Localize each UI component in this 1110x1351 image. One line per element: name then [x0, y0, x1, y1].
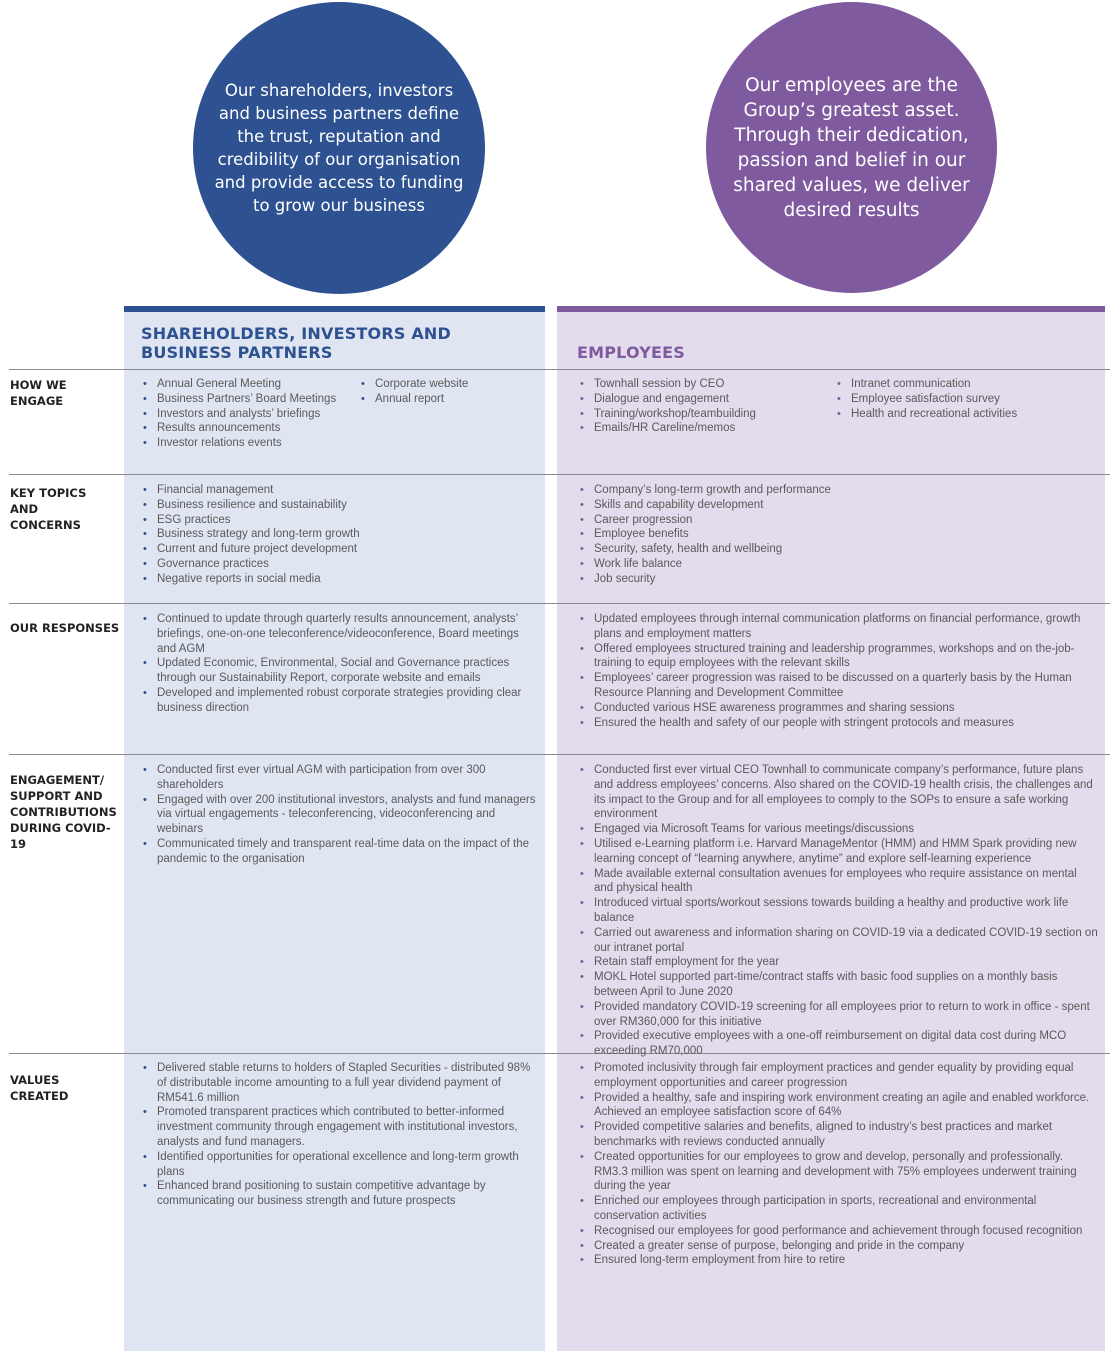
employees-header-bar: [557, 306, 1105, 312]
shareholders-values-list: [141, 1061, 536, 1209]
list-item: • Updated Economic, Environmental, Social and Governance practices through our Sustainability Report, corporate website and emails: [141, 656, 536, 686]
list-item: • Annual report: [359, 392, 539, 407]
list-item: • Townhall session by CEO: [578, 377, 828, 392]
list-item: • Company’s long-term growth and performance: [578, 483, 1093, 498]
employees-values-list: [578, 1061, 1098, 1268]
list-item: • Employees’ career progression was raised to be discussed on a quarterly basis by the Human Resource Planning and Development Committee: [578, 671, 1098, 701]
list-item: • Provided competitive salaries and benefits, aligned to industry’s best practices and market benchmarks with reviews conducted annually: [578, 1120, 1098, 1150]
list-item: • Investor relations events: [141, 436, 356, 451]
row-label-values-created: VALUES CREATED: [10, 1073, 69, 1103]
list-item: • Corporate website: [359, 377, 539, 392]
list-item: • Conducted first ever virtual AGM with participation from over 300 shareholders: [141, 763, 536, 793]
list-item: • Provided a healthy, safe and inspiring work environment creating an agile and enabled workforce. Achieved an employee satisfaction score of 64%: [578, 1091, 1098, 1121]
list-item: • Ensured long-term employment from hire to retire: [578, 1253, 1098, 1268]
list-item: • Investors and analysts’ briefings: [141, 407, 356, 422]
shareholders-covid-list: [141, 763, 536, 867]
list-item: • Business Partners’ Board Meetings: [141, 392, 356, 407]
shareholders-circle-text: Our shareholders, investors and business partners define the trust, reputation and credibility of our organisation and provide access to funding to grow our business: [214, 81, 464, 215]
list-item: • Made available external consultation avenues for employees who require assistance on mental and physical health: [578, 867, 1098, 897]
shareholders-header-bar: [124, 306, 545, 312]
list-item: • ESG practices: [141, 513, 536, 528]
list-item: • Promoted transparent practices which contributed to better-informed investment community through engagement with institutional investors, analysts and fund managers.: [141, 1105, 536, 1149]
list-item: • Conducted various HSE awareness programmes and sharing sessions: [578, 701, 1098, 716]
list-item: • Results announcements: [141, 421, 356, 436]
shareholders-column-title: SHAREHOLDERS, INVESTORS AND BUSINESS PARTNERS: [141, 324, 452, 362]
row-label-how-we-engage: HOW WE ENGAGE: [10, 378, 67, 408]
list-item: • Employee satisfaction survey: [835, 392, 1095, 407]
list-item: • Intranet communication: [835, 377, 1095, 392]
list-item: • Enriched our employees through participation in sports, recreational and environmental conservation activities: [578, 1194, 1098, 1224]
list-item: • Provided mandatory COVID-19 screening for all employees prior to return to work in office - spent over RM360,000 for this initiative: [578, 1000, 1098, 1030]
list-item: • Dialogue and engagement: [578, 392, 828, 407]
list-item: • Negative reports in social media: [141, 572, 536, 587]
list-item: • Provided executive employees with a one-off reimbursement on digital data cost during MCO exceeding RM70,000: [578, 1029, 1098, 1059]
list-item: • Current and future project development: [141, 542, 536, 557]
list-item: • Enhanced brand positioning to sustain competitive advantage by communicating our business strength and future prospects: [141, 1179, 536, 1209]
row-divider: [9, 474, 1110, 475]
list-item: • Skills and capability development: [578, 498, 1093, 513]
list-item: • Utilised e-Learning platform i.e. Harvard ManageMentor (HMM) and HMM Spark providing new learning concept of “learning anywhere, anytime” and explore self-learning experience: [578, 837, 1098, 867]
list-item: • Carried out awareness and information sharing on COVID-19 via a dedicated COVID-19 section on our intranet portal: [578, 926, 1098, 956]
employees-covid-list: [578, 763, 1098, 1059]
shareholders-circle: [193, 2, 485, 294]
shareholders-topics-list: [141, 483, 536, 587]
list-item: • Emails/HR Careline/memos: [578, 421, 828, 436]
list-item: • Employee benefits: [578, 527, 1093, 542]
list-item: • Introduced virtual sports/workout sessions towards building a healthy and productive work life balance: [578, 896, 1098, 926]
list-item: • Continued to update through quarterly results announcement, analysts’ briefings, one-on-one teleconference/videoconference, Board meetings and AGM: [141, 612, 536, 656]
list-item: • Training/workshop/teambuilding: [578, 407, 828, 422]
list-item: • MOKL Hotel supported part-time/contract staffs with basic food supplies on a monthly basis between April to June 2020: [578, 970, 1098, 1000]
shareholders-engage-list: [141, 377, 356, 451]
list-item: • Communicated timely and transparent real-time data on the impact of the pandemic to the organisation: [141, 837, 536, 867]
list-item: • Engaged via Microsoft Teams for various meetings/discussions: [578, 822, 1098, 837]
shareholders-responses-list: [141, 612, 536, 716]
list-item: • Offered employees structured training and leadership programmes, workshops and on the-job-training to equip employees with the relevant skills: [578, 642, 1098, 672]
list-item: • Business strategy and long-term growth: [141, 527, 536, 542]
list-item: • Developed and implemented robust corporate strategies providing clear business direction: [141, 686, 536, 716]
list-item: • Annual General Meeting: [141, 377, 356, 392]
list-item: • Financial management: [141, 483, 536, 498]
list-item: • Ensured the health and safety of our people with stringent protocols and measures: [578, 716, 1098, 731]
employees-engage-list-2: [835, 377, 1095, 421]
list-item: • Work life balance: [578, 557, 1093, 572]
list-item: • Created opportunities for our employees to grow and develop, personally and professionally. RM3.3 million was spent on learning and development with 75% employees underwent training during the year: [578, 1150, 1098, 1194]
row-divider: [9, 369, 1110, 370]
list-item: • Job security: [578, 572, 1093, 587]
row-label-our-responses: OUR RESPONSES: [10, 621, 120, 635]
list-item: • Identified opportunities for operational excellence and long-term growth plans: [141, 1150, 536, 1180]
list-item: • Conducted first ever virtual CEO Townhall to communicate company’s performance, future plans and address employees’ concerns. Also shared on the COVID-19 health crisis, the challenges and its impact to the Group and for all employees to comply to the SOPs to ensure a safe working environment: [578, 763, 1098, 822]
employees-responses-list: [578, 612, 1098, 730]
row-divider: [9, 603, 1110, 604]
list-item: • Updated employees through internal communication platforms on financial performance, growth plans and employment matters: [578, 612, 1098, 642]
employees-topics-list: [578, 483, 1093, 587]
list-item: • Career progression: [578, 513, 1093, 528]
list-item: • Engaged with over 200 institutional investors, analysts and fund managers via virtual engagements - teleconferencing, videoconferencing and webinars: [141, 793, 536, 837]
list-item: • Health and recreational activities: [835, 407, 1095, 422]
shareholders-engage-list-2: [359, 377, 539, 407]
list-item: • Delivered stable returns to holders of Stapled Securities - distributed 98% of distributable income amounting to a full year dividend payment of RM541.6 million: [141, 1061, 536, 1105]
list-item: • Recognised our employees for good performance and achievement through focused recognition: [578, 1224, 1098, 1239]
employees-circle: [706, 2, 997, 293]
list-item: • Security, safety, health and wellbeing: [578, 542, 1093, 557]
list-item: • Retain staff employment for the year: [578, 955, 1098, 970]
list-item: • Promoted inclusivity through fair employment practices and gender equality by providing equal employment opportunities and career progression: [578, 1061, 1098, 1091]
row-divider: [9, 754, 1110, 755]
list-item: • Governance practices: [141, 557, 536, 572]
row-label-covid: ENGAGEMENT/ SUPPORT AND CONTRIBUTIONS DURING COVID-19: [10, 773, 117, 851]
employees-circle-text: Our employees are the Group’s greatest asset. Through their dedication, passion and belief in our shared values, we deliver desired results: [733, 74, 970, 221]
employees-column-title: EMPLOYEES: [577, 343, 686, 362]
list-item: • Business resilience and sustainability: [141, 498, 536, 513]
list-item: • Created a greater sense of purpose, belonging and pride in the company: [578, 1239, 1098, 1254]
employees-engage-list: [578, 377, 828, 436]
row-label-key-topics: KEY TOPICS AND CONCERNS: [10, 486, 87, 532]
